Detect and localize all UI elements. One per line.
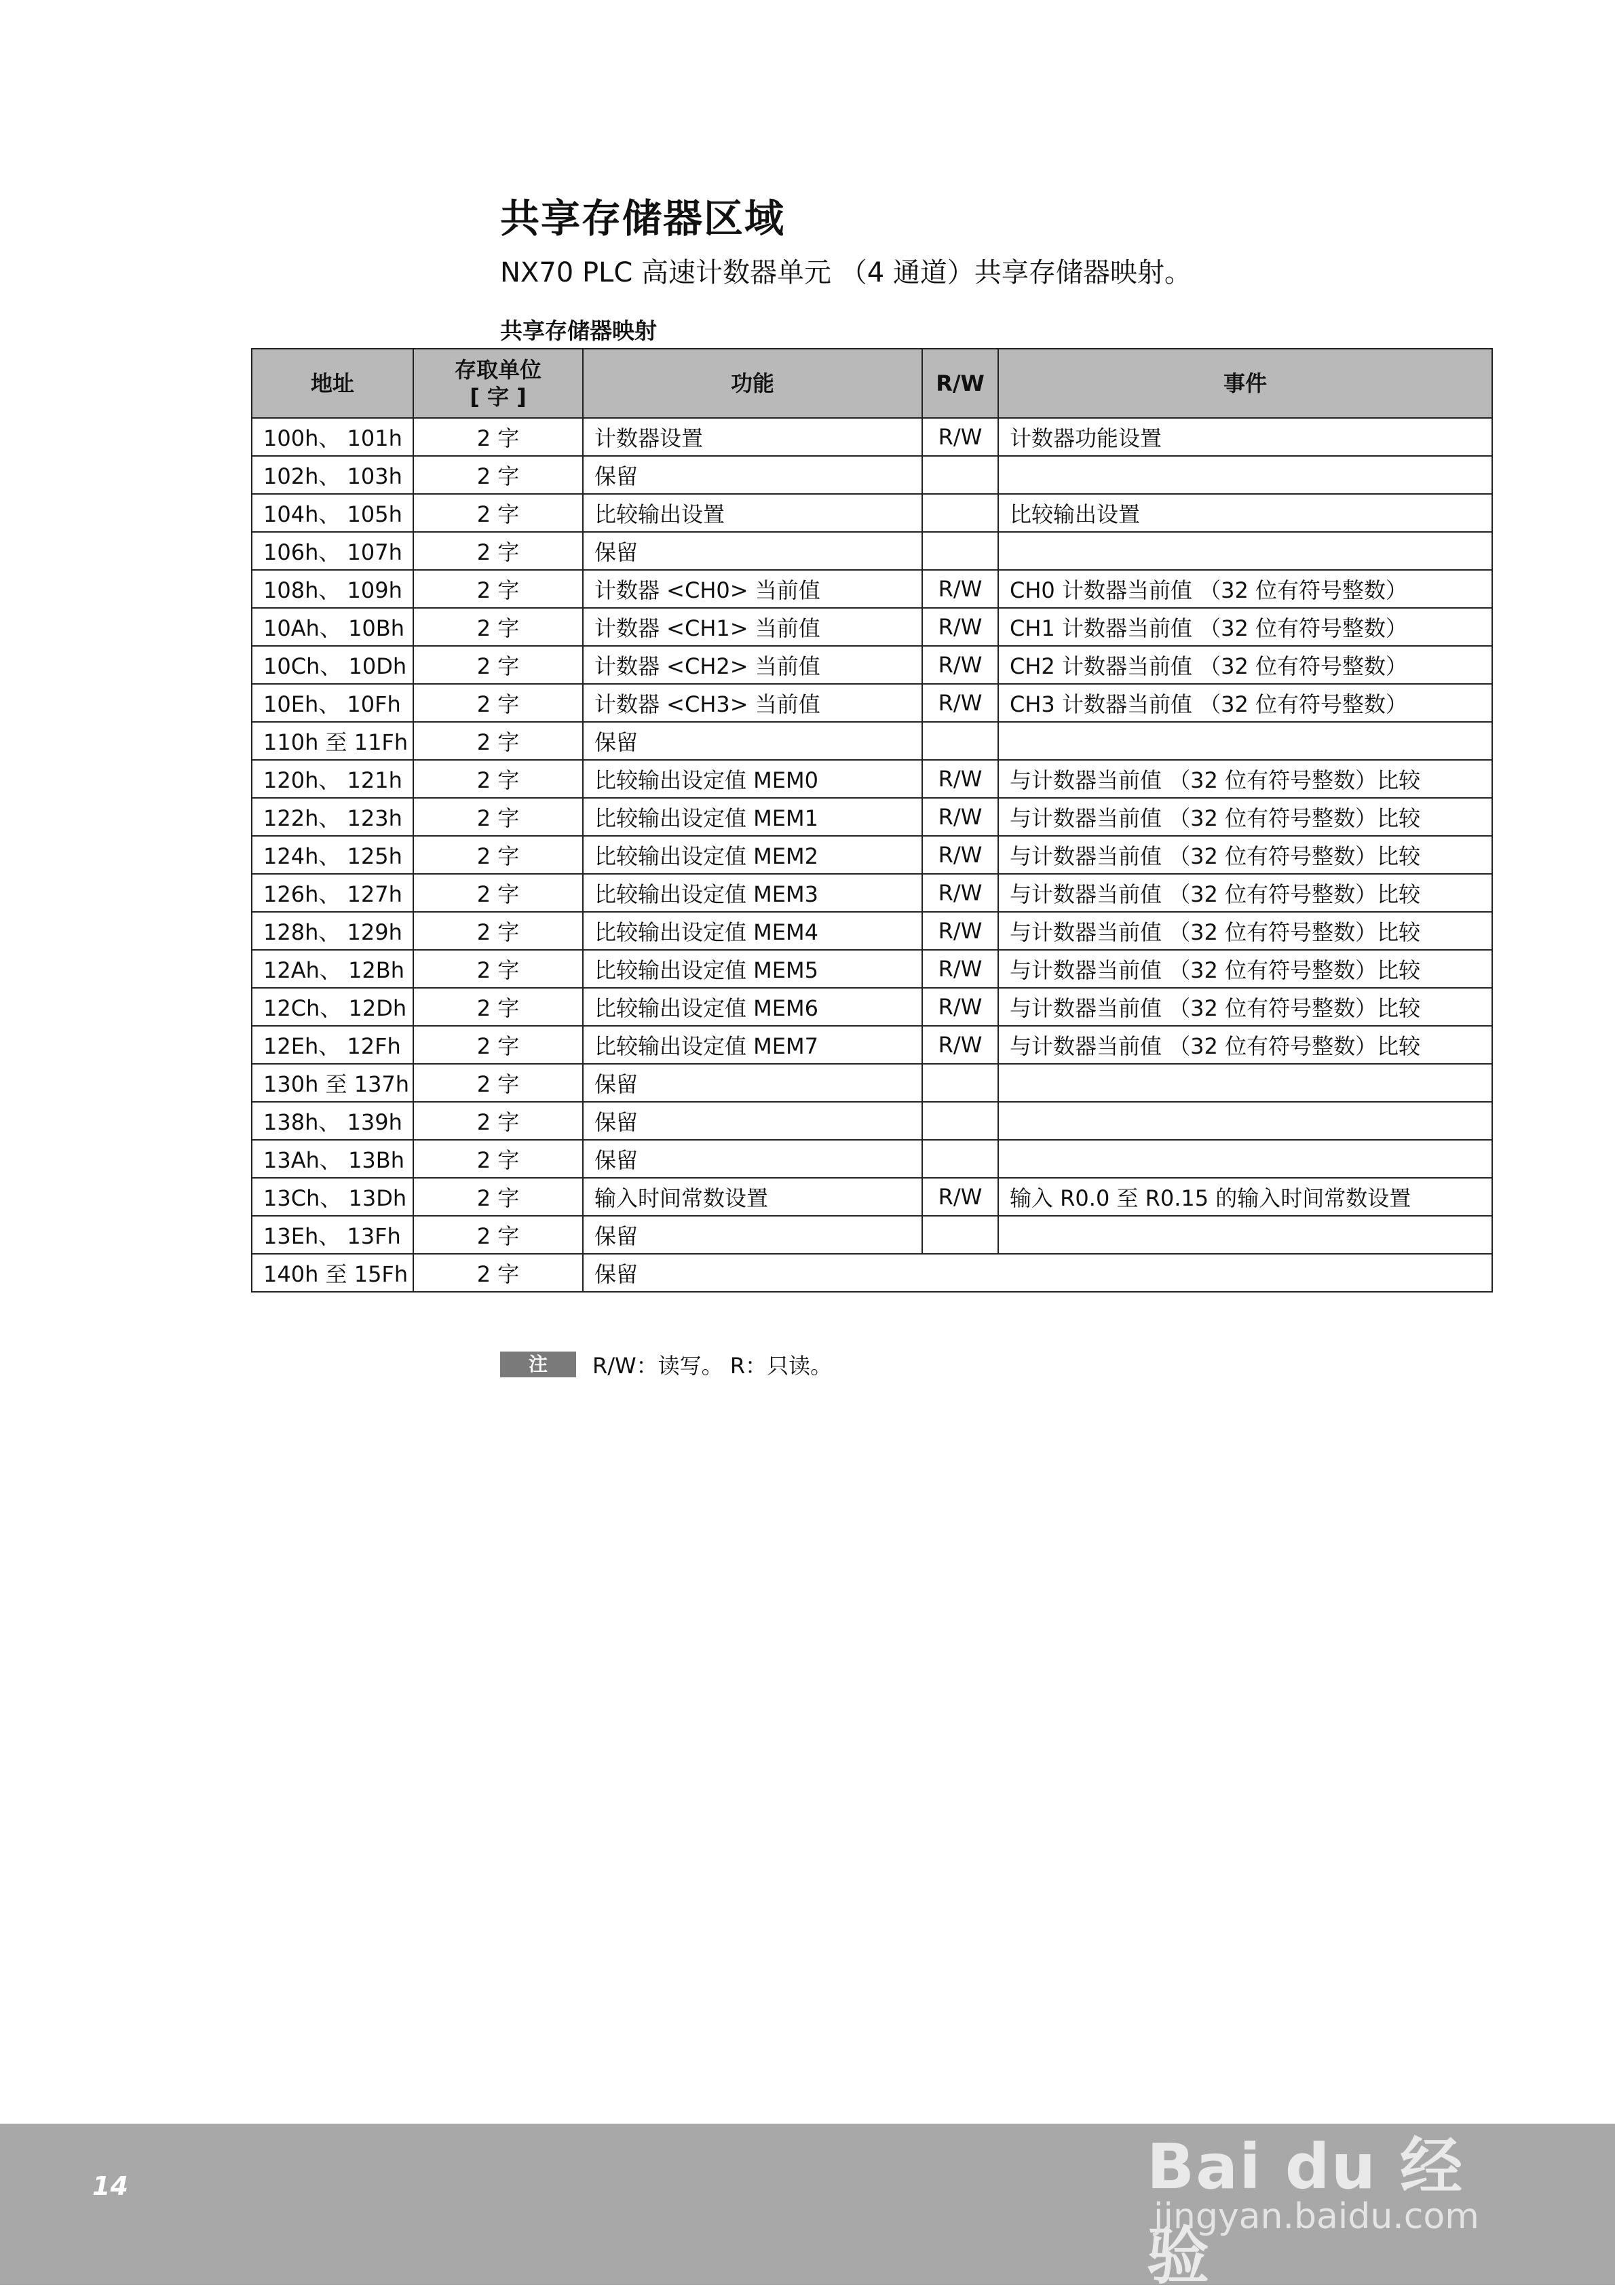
function-cell: 计数器 <CH0> 当前值: [583, 570, 922, 608]
table-row: [252, 684, 1492, 722]
function-cell: 比较输出设定值 MEM2: [583, 836, 922, 874]
event-cell: [998, 1064, 1492, 1102]
table-row: [252, 760, 1492, 798]
function-cell: 比较输出设置: [583, 494, 922, 532]
address-cell: 120h、 121h: [252, 760, 413, 798]
rw-cell: R/W: [922, 646, 998, 684]
rw-cell: R/W: [922, 684, 998, 722]
address-cell: 12Ch、 12Dh: [252, 988, 413, 1026]
rw-cell: R/W: [922, 874, 998, 912]
unit-cell: 2 字: [413, 912, 583, 950]
access-unit-label: 存取单位: [454, 357, 542, 383]
address-cell: 110h 至 11Fh: [252, 722, 413, 760]
access-unit-suffix: [ 字 ]: [470, 384, 527, 410]
function-cell: 比较输出设定值 MEM1: [583, 798, 922, 836]
address-cell: 106h、 107h: [252, 532, 413, 570]
column-header-address: 地址: [252, 349, 413, 418]
address-cell: 10Eh、 10Fh: [252, 684, 413, 722]
table-row: [252, 1178, 1492, 1216]
unit-cell: 2 字: [413, 608, 583, 646]
address-cell: 104h、 105h: [252, 494, 413, 532]
address-cell: 13Ah、 13Bh: [252, 1140, 413, 1178]
column-header-access-unit: [413, 349, 583, 418]
function-cell: 保留: [583, 1254, 1492, 1292]
column-header-rw: R/W: [922, 349, 998, 418]
address-cell: 12Ah、 12Bh: [252, 950, 413, 988]
table-row: [252, 798, 1492, 836]
shared-memory-map-table: [251, 348, 1493, 1293]
event-cell: 输入 R0.0 至 R0.15 的输入时间常数设置: [998, 1178, 1492, 1216]
rw-cell: R/W: [922, 418, 998, 456]
unit-cell: 2 字: [413, 1178, 583, 1216]
function-cell: 保留: [583, 532, 922, 570]
function-cell: 保留: [583, 1140, 922, 1178]
unit-cell: 2 字: [413, 722, 583, 760]
rw-cell: R/W: [922, 1178, 998, 1216]
table-row: [252, 418, 1492, 456]
event-cell: [998, 722, 1492, 760]
unit-cell: 2 字: [413, 798, 583, 836]
unit-cell: 2 字: [413, 1254, 583, 1292]
paw-icon: [1249, 2039, 1384, 2120]
function-cell: 比较输出设定值 MEM3: [583, 874, 922, 912]
rw-cell: [922, 1102, 998, 1140]
event-cell: CH3 计数器当前值 （32 位有符号整数）: [998, 684, 1492, 722]
event-cell: 与计数器当前值 （32 位有符号整数）比较: [998, 760, 1492, 798]
address-cell: 13Ch、 13Dh: [252, 1178, 413, 1216]
function-cell: 计数器 <CH2> 当前值: [583, 646, 922, 684]
unit-cell: 2 字: [413, 684, 583, 722]
address-cell: 12Eh、 12Fh: [252, 1026, 413, 1064]
address-cell: 108h、 109h: [252, 570, 413, 608]
unit-cell: 2 字: [413, 988, 583, 1026]
event-cell: 计数器功能设置: [998, 418, 1492, 456]
rw-cell: [922, 494, 998, 532]
event-cell: [998, 1216, 1492, 1254]
table-row: [252, 874, 1492, 912]
table-row: [252, 1254, 1492, 1292]
table-row: [252, 950, 1492, 988]
event-cell: 比较输出设置: [998, 494, 1492, 532]
unit-cell: 2 字: [413, 532, 583, 570]
rw-cell: R/W: [922, 988, 998, 1026]
rw-cell: R/W: [922, 1026, 998, 1064]
function-cell: 保留: [583, 1102, 922, 1140]
note: [500, 1349, 832, 1380]
column-header-function: 功能: [583, 349, 922, 418]
unit-cell: 2 字: [413, 950, 583, 988]
column-header-event: 事件: [998, 349, 1492, 418]
table-row: [252, 608, 1492, 646]
unit-cell: 2 字: [413, 646, 583, 684]
rw-cell: [922, 1216, 998, 1254]
section-title: 共享存储器区域: [500, 195, 786, 242]
address-cell: 13Eh、 13Fh: [252, 1216, 413, 1254]
table-caption: 共享存储器映射: [500, 318, 657, 344]
unit-cell: 2 字: [413, 1102, 583, 1140]
event-cell: 与计数器当前值 （32 位有符号整数）比较: [998, 1026, 1492, 1064]
event-cell: [998, 1102, 1492, 1140]
table-row: [252, 1102, 1492, 1140]
table-row: [252, 532, 1492, 570]
event-cell: 与计数器当前值 （32 位有符号整数）比较: [998, 874, 1492, 912]
event-cell: 与计数器当前值 （32 位有符号整数）比较: [998, 798, 1492, 836]
note-text: R/W：读写。 R：只读。: [592, 1353, 833, 1379]
address-cell: 122h、 123h: [252, 798, 413, 836]
rw-cell: R/W: [922, 570, 998, 608]
table-row: [252, 646, 1492, 684]
table-row: [252, 456, 1492, 494]
rw-cell: R/W: [922, 798, 998, 836]
function-cell: 比较输出设定值 MEM7: [583, 1026, 922, 1064]
unit-cell: 2 字: [413, 418, 583, 456]
function-cell: 计数器 <CH1> 当前值: [583, 608, 922, 646]
address-cell: 128h、 129h: [252, 912, 413, 950]
unit-cell: 2 字: [413, 1140, 583, 1178]
unit-cell: 2 字: [413, 874, 583, 912]
address-cell: 124h、 125h: [252, 836, 413, 874]
event-cell: CH2 计数器当前值 （32 位有符号整数）: [998, 646, 1492, 684]
section-description: NX70 PLC 高速计数器单元 （4 通道）共享存储器映射。: [500, 257, 1192, 288]
unit-cell: 2 字: [413, 1026, 583, 1064]
function-cell: 比较输出设定值 MEM6: [583, 988, 922, 1026]
address-cell: 130h 至 137h: [252, 1064, 413, 1102]
address-cell: 10Ch、 10Dh: [252, 646, 413, 684]
event-cell: CH1 计数器当前值 （32 位有符号整数）: [998, 608, 1492, 646]
table-body: [252, 418, 1492, 1292]
page-number: 14: [92, 2171, 128, 2201]
baidu-jingyan-watermark: [1147, 2039, 1527, 2293]
note-badge: 注: [500, 1352, 576, 1377]
function-cell: 比较输出设定值 MEM5: [583, 950, 922, 988]
watermark-url: jingyan.baidu.com: [1154, 2196, 1479, 2237]
event-cell: 与计数器当前值 （32 位有符号整数）比较: [998, 950, 1492, 988]
watermark-logo: Bai du 经验: [1147, 2130, 1464, 2293]
rw-cell: [922, 532, 998, 570]
function-cell: 保留: [583, 1064, 922, 1102]
unit-cell: 2 字: [413, 570, 583, 608]
rw-cell: R/W: [922, 608, 998, 646]
function-cell: 保留: [583, 1216, 922, 1254]
event-cell: CH0 计数器当前值 （32 位有符号整数）: [998, 570, 1492, 608]
unit-cell: 2 字: [413, 494, 583, 532]
event-cell: 与计数器当前值 （32 位有符号整数）比较: [998, 912, 1492, 950]
table-row: [252, 836, 1492, 874]
event-cell: [998, 532, 1492, 570]
unit-cell: 2 字: [413, 1216, 583, 1254]
table-row: [252, 912, 1492, 950]
table-row: [252, 988, 1492, 1026]
event-cell: [998, 1140, 1492, 1178]
table-row: [252, 1026, 1492, 1064]
unit-cell: 2 字: [413, 760, 583, 798]
unit-cell: 2 字: [413, 456, 583, 494]
function-cell: 计数器 <CH3> 当前值: [583, 684, 922, 722]
rw-cell: [922, 456, 998, 494]
unit-cell: 2 字: [413, 1064, 583, 1102]
table-row: [252, 1140, 1492, 1178]
function-cell: 输入时间常数设置: [583, 1178, 922, 1216]
address-cell: 10Ah、 10Bh: [252, 608, 413, 646]
function-cell: 计数器设置: [583, 418, 922, 456]
address-cell: 100h、 101h: [252, 418, 413, 456]
rw-cell: [922, 1140, 998, 1178]
table-row: [252, 1064, 1492, 1102]
function-cell: 保留: [583, 456, 922, 494]
event-cell: [998, 456, 1492, 494]
table-header-row: [252, 349, 1492, 418]
table-row: [252, 1216, 1492, 1254]
function-cell: 保留: [583, 722, 922, 760]
rw-cell: R/W: [922, 950, 998, 988]
event-cell: 与计数器当前值 （32 位有符号整数）比较: [998, 836, 1492, 874]
table-row: [252, 494, 1492, 532]
address-cell: 140h 至 15Fh: [252, 1254, 413, 1292]
rw-cell: R/W: [922, 912, 998, 950]
address-cell: 126h、 127h: [252, 874, 413, 912]
rw-cell: R/W: [922, 836, 998, 874]
unit-cell: 2 字: [413, 836, 583, 874]
address-cell: 102h、 103h: [252, 456, 413, 494]
function-cell: 比较输出设定值 MEM0: [583, 760, 922, 798]
rw-cell: R/W: [922, 760, 998, 798]
rw-cell: [922, 722, 998, 760]
rw-cell: [922, 1064, 998, 1102]
address-cell: 138h、 139h: [252, 1102, 413, 1140]
table-row: [252, 722, 1492, 760]
event-cell: 与计数器当前值 （32 位有符号整数）比较: [998, 988, 1492, 1026]
table-row: [252, 570, 1492, 608]
function-cell: 比较输出设定值 MEM4: [583, 912, 922, 950]
